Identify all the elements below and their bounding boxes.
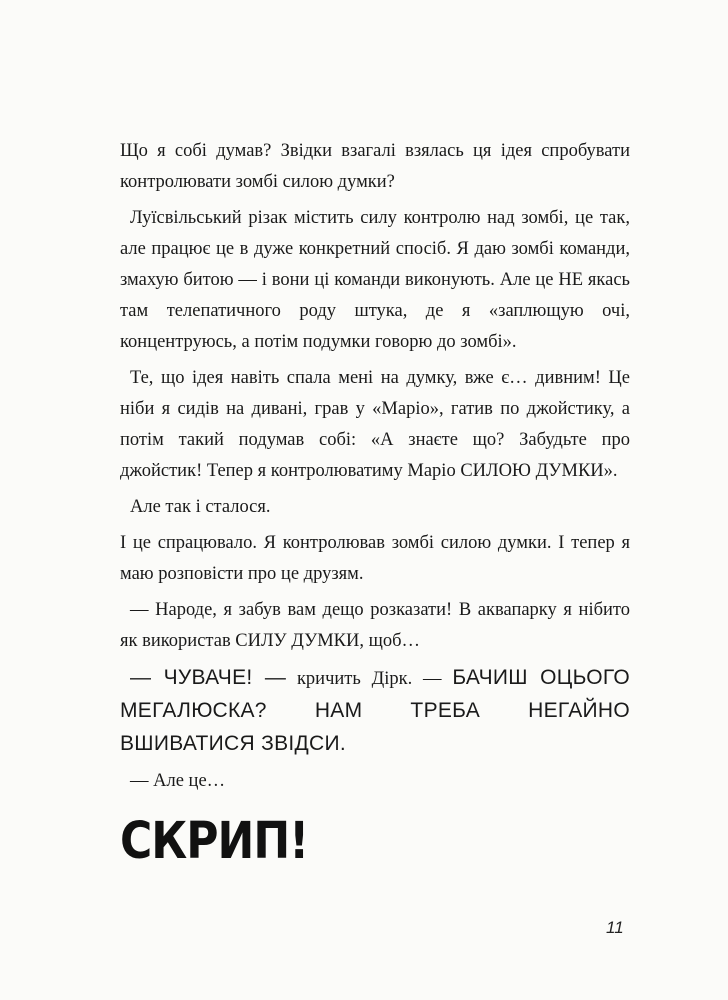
last-line: — Але це… [130, 771, 226, 791]
dialogue-shout [120, 662, 630, 761]
paragraph-5: І це спрацювало. Я контролював зомбі силою думки. І тепер я маю розповісти про це друзям. [120, 533, 630, 584]
shout-prefix: — ЧУВАЧЕ! — [130, 666, 287, 689]
shout-text: БАЧИШ ОЦЬОГО МЕГАЛЮСКА? НАМ ТРЕБА НЕГАЙНО ВШИВАТИСЯ ЗВІДСИ. [120, 666, 630, 755]
speaker-tag: кричить Дірк. — [286, 669, 453, 689]
page-number: 11 [606, 918, 624, 937]
paragraph-3: Те, що ідея навіть спала мені на думку, вже є… дивним! Це ніби я сидів на дивані, грав у «Маріо», гатив по джойстику, а потім такий подумав собі: «А знаєте що? Забудьте про джойстик! Тепер я контролюватиму Маріо СИЛОЮ ДУМКИ». [120, 368, 630, 481]
paragraph-1: Що я собі думав? Звідки взагалі взялась ця ідея спробувати контролювати зомбі силою думки? [120, 141, 630, 192]
paragraph-2: Луїсвільський різак містить силу контролю над зомбі, це так, але працює це в дуже конкретний спосіб. Я даю зомбі команди, змахую битою — і вони ці команди виконують. Але це НЕ якась там телепатичного роду штука, де я «заплющую очі, концентруюсь, а потім подумки говорю до зомбі». [120, 208, 630, 352]
paragraph-6: — Народе, я забув вам дещо розказати! В аквапарку я нібито як використав СИЛУ ДУМКИ, щоб… [120, 600, 630, 651]
sound-effect: СКРИП! [120, 812, 309, 871]
paragraph-4: Але так і сталося. [130, 497, 271, 517]
body-text [120, 136, 630, 802]
